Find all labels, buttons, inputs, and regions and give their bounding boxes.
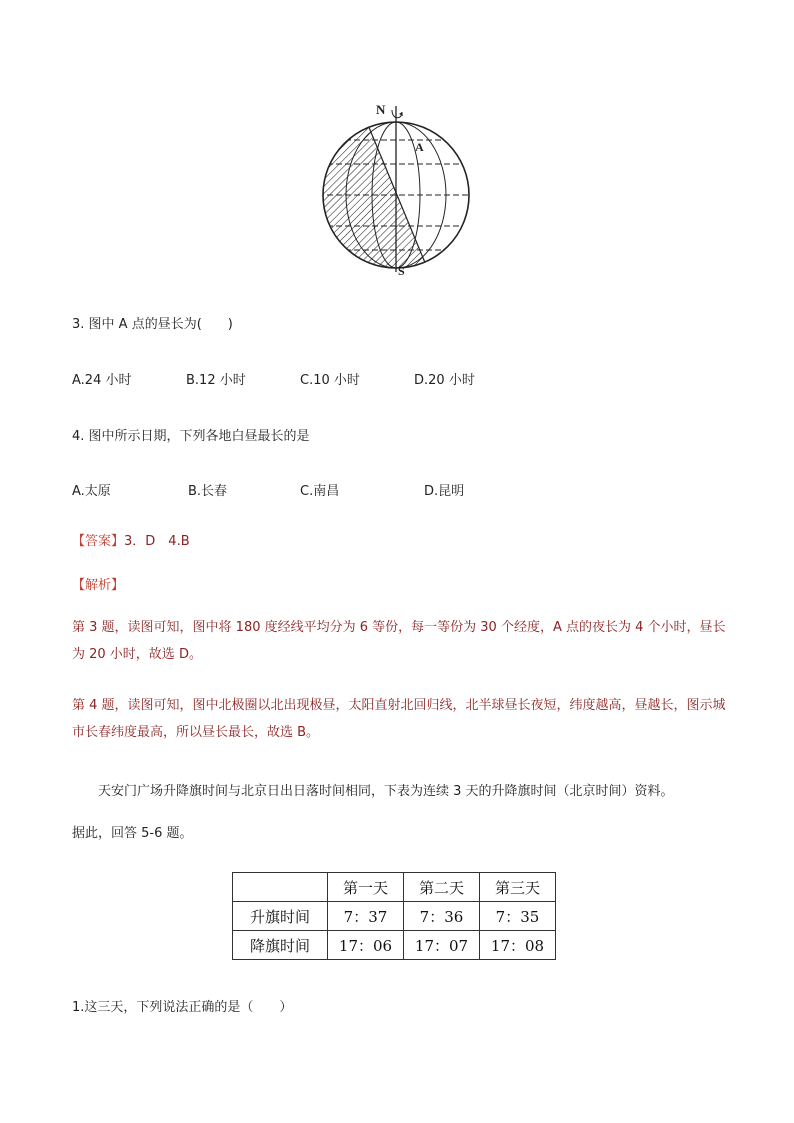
analysis-paragraph-2: 第 4 题，读图可知，图中北极圈以北出现极昼，太阳直射北回归线，北半球昼长夜短，纬度越高，昼越长，图示城市长春纬度最高，所以昼长最长，故选 B。: [72, 698, 726, 740]
answer-text: 3．D 4.B: [124, 534, 190, 549]
globe-diagram: [318, 100, 478, 280]
table-cell: 升旗时间: [233, 902, 328, 931]
q3-option-a: A.24 小时: [72, 373, 132, 388]
table-cell: 7：37: [328, 902, 404, 931]
q3-option-c: C.10 小时: [300, 373, 360, 388]
table-header-row: [233, 873, 556, 902]
table-cell: 17：06: [328, 931, 404, 960]
table-cell: 7：35: [480, 902, 556, 931]
table-header-cell: 第一天: [328, 873, 404, 902]
table-row: [233, 931, 556, 960]
point-a-label: A: [415, 140, 424, 154]
table-header-cell: 第三天: [480, 873, 556, 902]
table-header-cell: 第二天: [404, 873, 480, 902]
south-label: S: [398, 264, 405, 278]
q4-option-d: D.昆明: [424, 484, 465, 499]
passage-line-1: 天安门广场升降旗时间与北京日出日落时间相同，下表为连续 3 天的升降旗时间（北京时间）资料。: [98, 784, 674, 799]
analysis-paragraph-1: 第 3 题，读图可知，图中将 180 度经线平均分为 6 等份，每一等份为 30 个经度，A 点的夜长为 4 个小时，昼长为 20 小时，故选 D。: [72, 620, 726, 662]
passage-line-2: 据此，回答 5-6 题。: [72, 826, 193, 841]
q1-stem: 1.这三天，下列说法正确的是（ ）: [72, 1000, 293, 1015]
flag-times-table: [232, 872, 556, 960]
north-label: N: [376, 102, 386, 117]
q4-option-b: B.长春: [188, 484, 228, 499]
q4-option-a: A.太原: [72, 484, 111, 499]
answer-line: [72, 530, 190, 549]
answer-label: 【答案】: [72, 534, 125, 549]
table-header-cell: [233, 873, 328, 902]
q3-stem: 3. 图中 A 点的昼长为( ): [72, 317, 233, 332]
q4-option-c: C.南昌: [300, 484, 340, 499]
table-cell: 7：36: [404, 902, 480, 931]
analysis-label: 【解析】: [72, 578, 125, 593]
table-cell: 降旗时间: [233, 931, 328, 960]
q3-option-d: D.20 小时: [414, 373, 475, 388]
table-cell: 17：08: [480, 931, 556, 960]
table-row: [233, 902, 556, 931]
q4-stem: 4. 图中所示日期，下列各地白昼最长的是: [72, 429, 310, 444]
table-cell: 17：07: [404, 931, 480, 960]
q3-option-b: B.12 小时: [186, 373, 246, 388]
